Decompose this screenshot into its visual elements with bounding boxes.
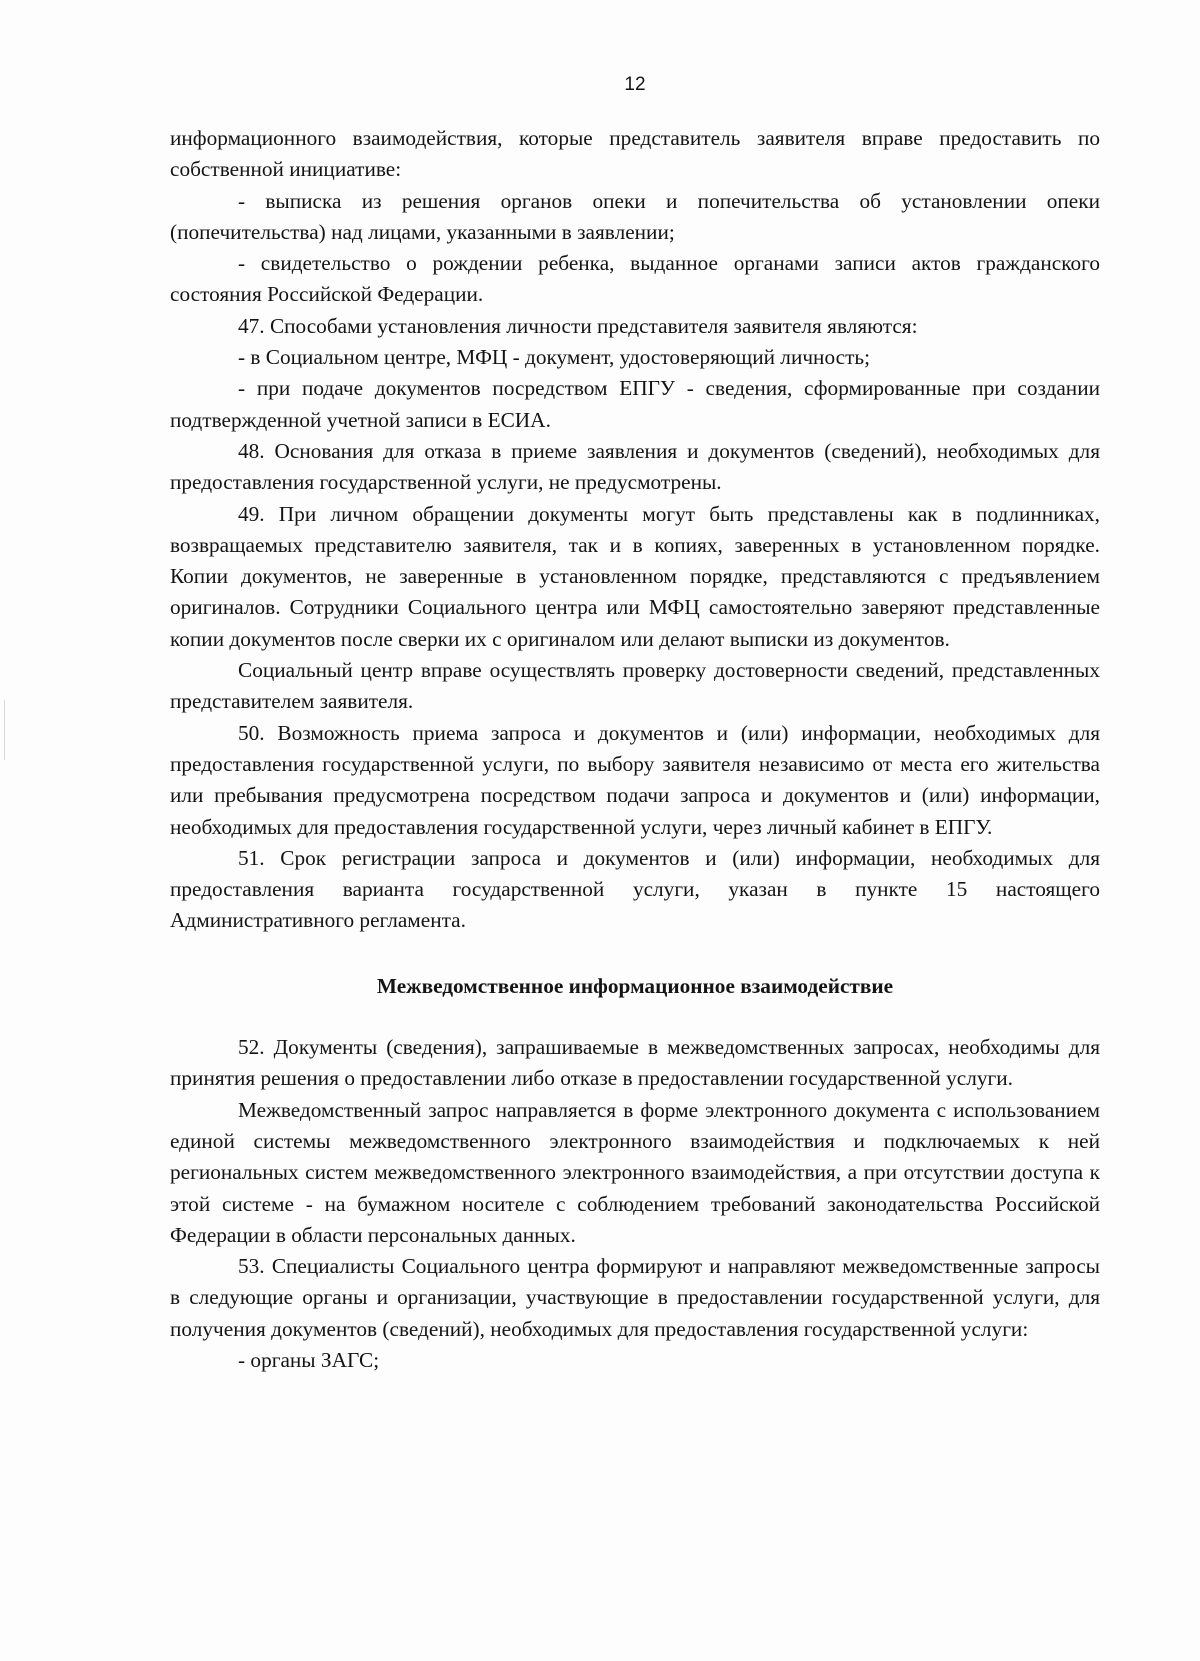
paragraph-interagency-request: Межведомственный запрос направляется в форме электронного документа с использованием единой системы межведомственного электронного взаимодействия и подключаемых к ней региональных систем межведомственного электронного взаимодействия, а при отсутствии доступа к этой системе - на бумажном носителе с соблюдением требований законодательства Российской Федерации в области персональных данных. — [170, 1097, 1100, 1247]
paragraph-49: 49. При личном обращении документы могут быть представлены как в подлинниках, возвращаемых представителю заявителя, так и в копиях, заверенных в установленном порядке. Копии документов, не заверенные в установленном порядке, представляются с предъявлением оригиналов. Сотрудники Социального центра или МФЦ самостоятельно заверяют представленные копии документов после сверки их с оригиналом или делают выписки из документов. — [170, 501, 1100, 651]
paragraph-47: 47. Способами установления личности представителя заявителя являются: — [238, 313, 918, 338]
document-body — [170, 123, 1100, 1376]
paragraph-48: 48. Основания для отказа в приеме заявления и документов (сведений), необходимых для предоставления государственной услуги, не предусмотрены. — [170, 438, 1100, 495]
paragraph-verification: Социальный центр вправе осуществлять проверку достоверности сведений, представленных представителем заявителя. — [170, 658, 1100, 714]
paragraph-identity-epgu: - при подаче документов посредством ЕПГУ - сведения, сформированные при создании подтвержденной учетной записи в ЕСИА. — [170, 376, 1100, 432]
paragraph-guardianship-extract: - выписка из решения органов опеки и попечительства об установлении опеки (попечительства) над лицами, указанными в заявлении; — [170, 188, 1100, 244]
paragraph-birth-certificate: - свидетельство о рождении ребенка, выданное органами записи актов гражданского состояния Российской Федерации. — [170, 251, 1100, 307]
page-number: 12 — [624, 74, 646, 95]
scan-margin-mark — [4, 700, 5, 760]
paragraph-52: 52. Документы (сведения), запрашиваемые в межведомственных запросах, необходимы для принятия решения о предоставлении либо отказе в предоставлении государственной услуги. — [170, 1035, 1100, 1091]
paragraph-zags: - органы ЗАГС; — [238, 1347, 380, 1372]
paragraph-continuation: информационного взаимодействия, которые представитель заявителя вправе предоставить по собственной инициативе: — [170, 126, 1100, 182]
section-heading: Межведомственное информационное взаимодействие — [376, 973, 894, 998]
paragraph-53: 53. Специалисты Социального центра формируют и направляют межведомственные запросы в следующие органы и организации, участвующие в предоставлении государственной услуги, для получения документов (сведений), необходимых для предоставления государственной услуги: — [170, 1254, 1100, 1341]
paragraph-51: 51. Срок регистрации запроса и документов и (или) информации, необходимых для предоставления варианта государственной услуги, указан в пункте 15 настоящего Административного регламента. — [170, 845, 1100, 933]
paragraph-identity-social-center: - в Социальном центре, МФЦ - документ, удостоверяющий личность; — [238, 345, 871, 370]
paragraph-50: 50. Возможность приема запроса и документов и (или) информации, необходимых для предоставления государственной услуги, по выбору заявителя независимо от места его жительства или пребывания предусмотрена посредством подачи запроса и документов и (или) информации, необходимых для предоставления государственной услуги, через личный кабинет в ЕПГУ. — [170, 720, 1100, 839]
